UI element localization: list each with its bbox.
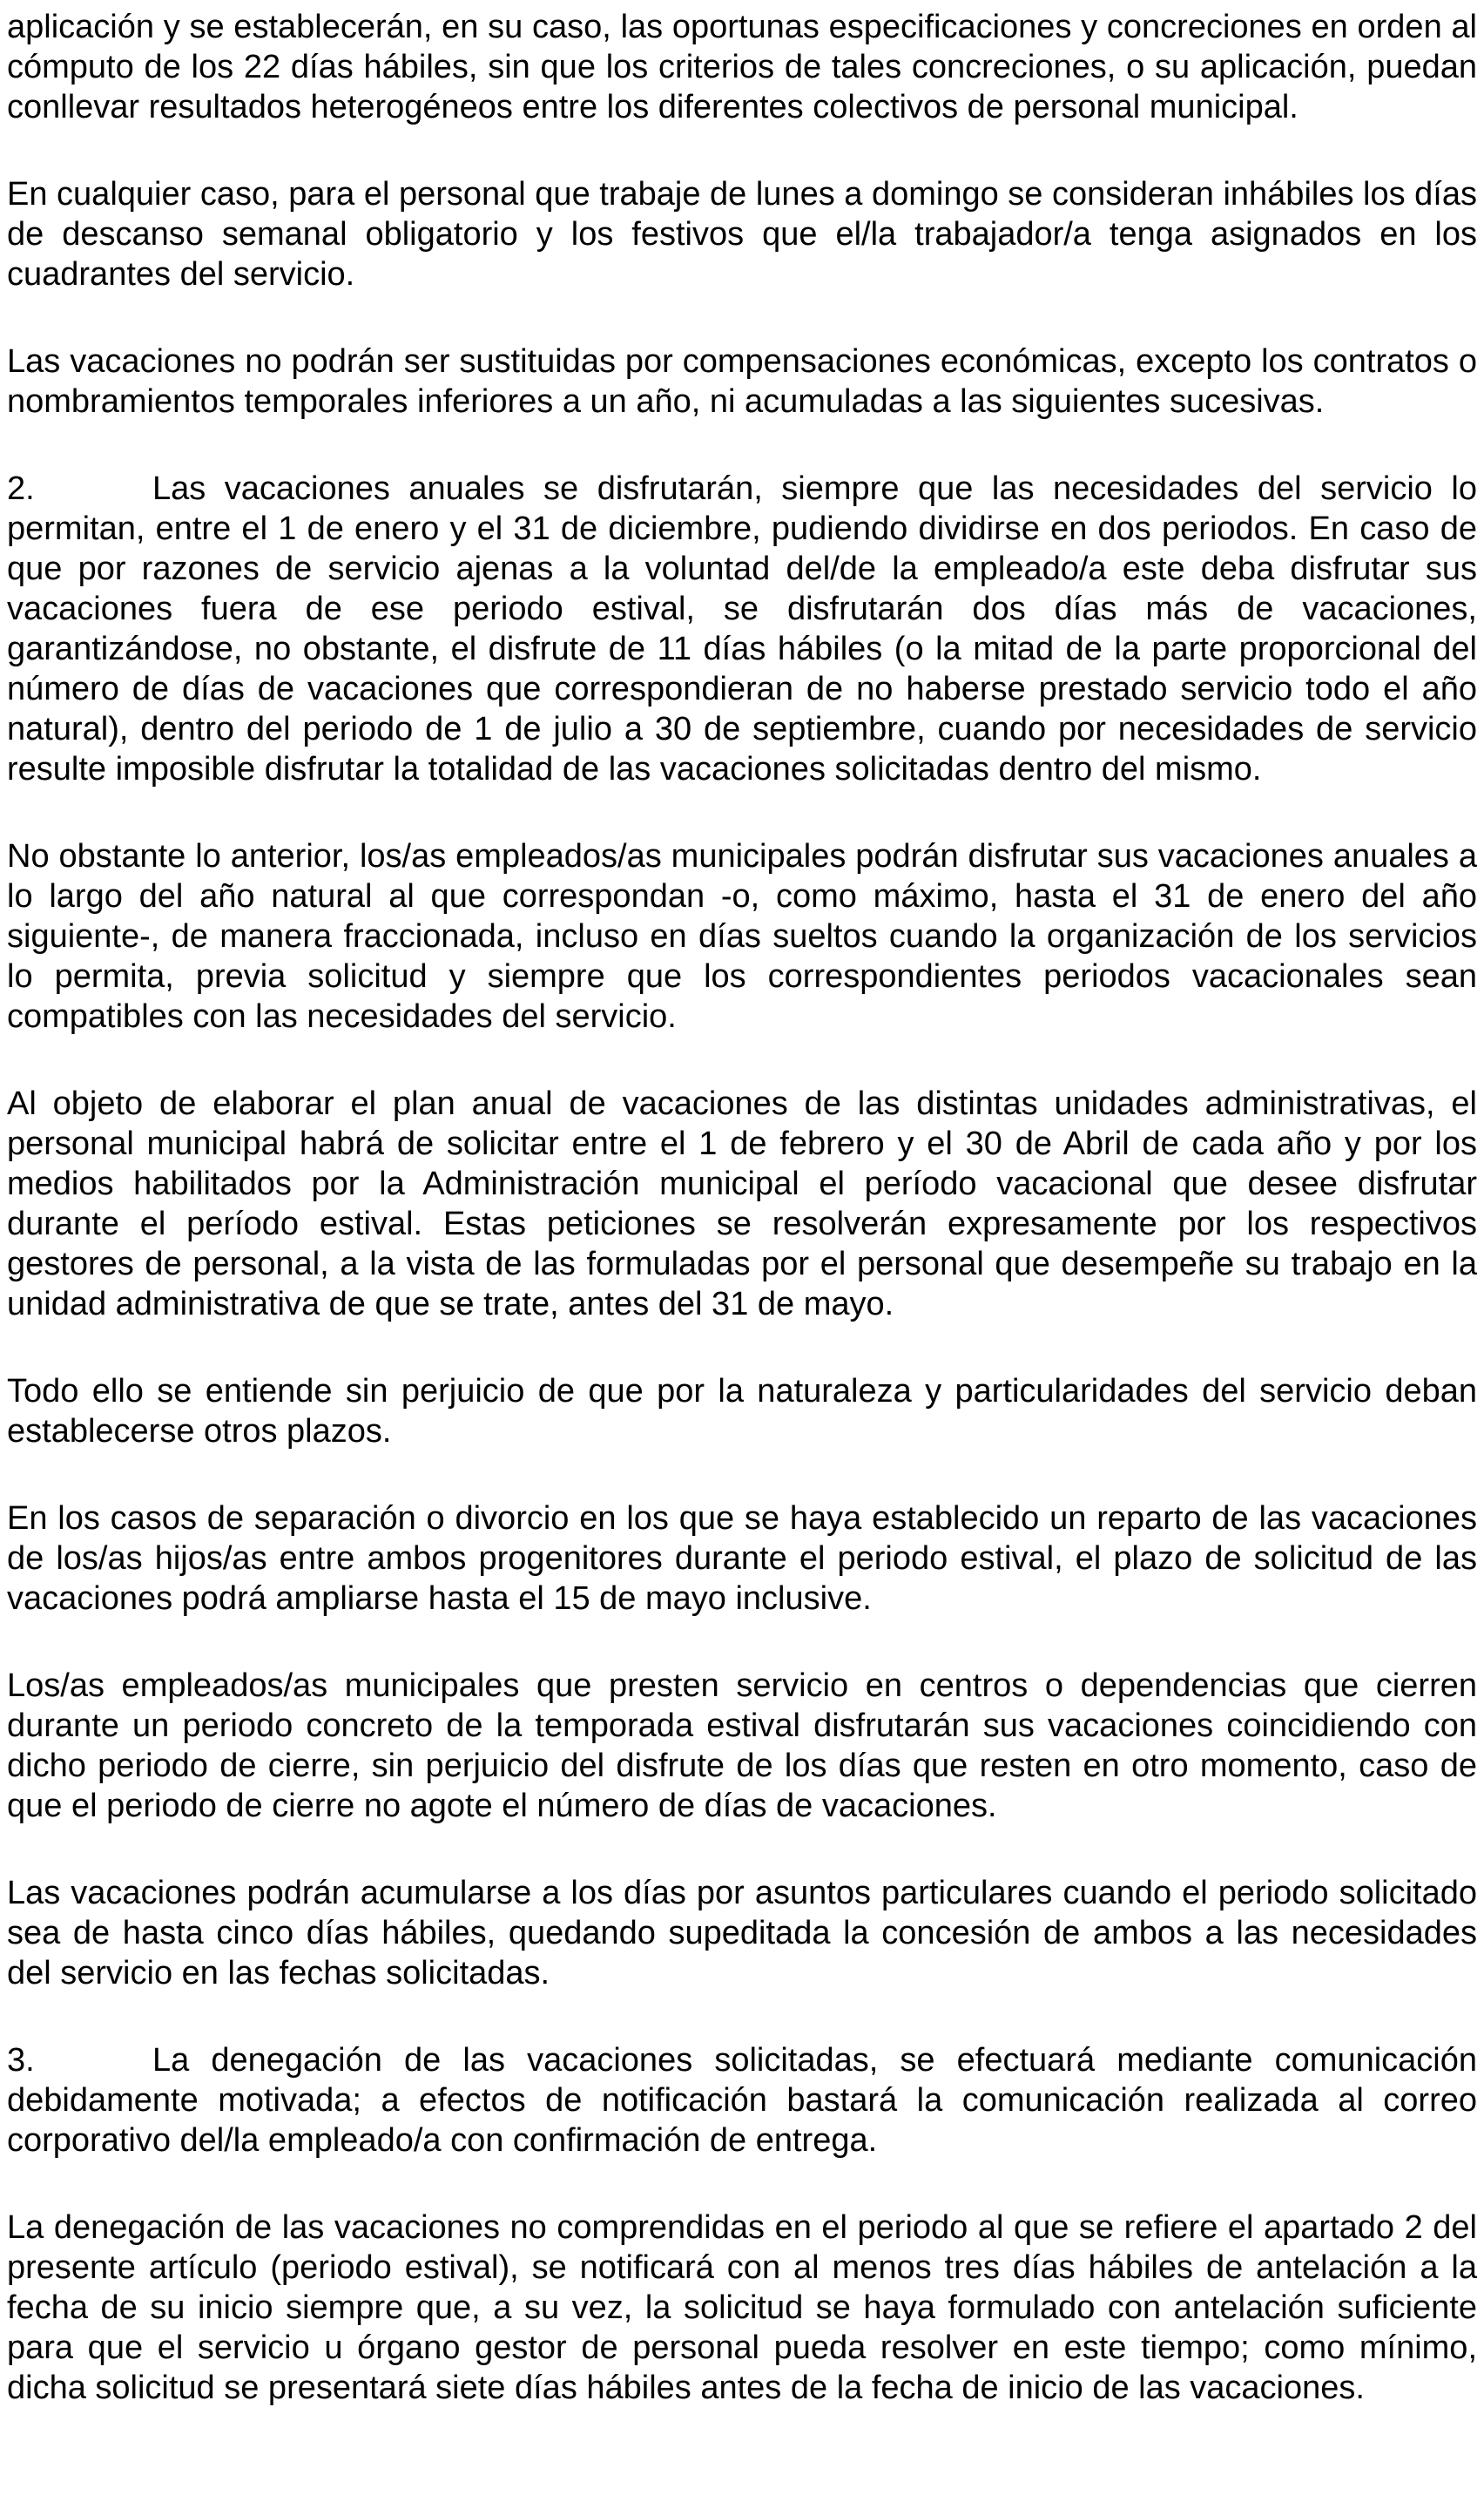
paragraph-text: En los casos de separación o divorcio en los que se haya establecido un reparto de las vacaciones de los/as hijos/as entre ambos progenitores durante el periodo estival, el plazo de solicitud de las vacaciones podrá ampliarse hasta el 15 de mayo inclusive. xyxy=(7,1500,1477,1617)
paragraph-text: Las vacaciones anuales se disfrutarán, siempre que las necesidades del servicio lo permitan, entre el 1 de enero y el 31 de diciembre, pudiendo dividirse en dos periodos. En caso de que por razones de servicio ajenas a la voluntad del/de la empleado/a este deba disfrutar sus vacaciones fuera de ese periodo estival, se disfrutarán dos días más de vacaciones, garantizándose, no obstante, el disfrute de 11 días hábiles (o la mitad de la parte proporcional del número de días de vacaciones que correspondieran de no haberse prestado servicio todo el año natural), dentro del periodo de 1 de julio a 30 de septiembre, cuando por necesidades de servicio resulte imposible disfrutar la totalidad de las vacaciones solicitadas dentro del mismo. xyxy=(7,470,1477,788)
section-number: 3. xyxy=(7,2042,35,2079)
paragraph-text: La denegación de las vacaciones no comprendidas en el periodo al que se refiere el apartado 2 del presente artículo (periodo estival), se notificará con al menos tres días hábiles de antelación a la fecha de su inicio siempre que, a su vez, la solicitud se haya formulado con antelación suficiente para que el servicio u órgano gestor de personal pueda resolver en este tiempo; como mínimo, dicha solicitud se presentará siete días hábiles antes de la fecha de inicio de las vacaciones. xyxy=(7,2209,1477,2406)
paragraph-10 xyxy=(7,1873,1477,1993)
paragraph-text: Todo ello se entiende sin perjuicio de que por la naturaleza y particularidades del servicio deban establecerse otros plazos. xyxy=(7,1373,1477,1450)
paragraph-text: No obstante lo anterior, los/as empleados/as municipales podrán disfrutar sus vacaciones anuales a lo largo del año natural al que correspondan -o, como máximo, hasta el 31 de enero del año siguiente-, de manera fraccionada, incluso en días sueltos cuando la organización de los servicios lo permita, previa solicitud y siempre que los correspondientes periodos vacacionales sean compatibles con las necesidades del servicio. xyxy=(7,838,1477,1035)
paragraph-7 xyxy=(7,1371,1477,1451)
paragraph-2 xyxy=(7,174,1477,294)
paragraph-3 xyxy=(7,341,1477,422)
section-number: 2. xyxy=(7,470,35,507)
paragraph-11-section-3 xyxy=(7,2040,1477,2161)
paragraph-text: Al objeto de elaborar el plan anual de vacaciones de las distintas unidades administrativas, el personal municipal habrá de solicitar entre el 1 de febrero y el 30 de Abril de cada año y por los medios habilitados por la Administración municipal el período vacacional que desee disfrutar durante el período estival. Estas peticiones se resolverán expresamente por los respectivos gestores de personal, a la vista de las formuladas por el personal que desempeñe su trabajo en la unidad administrativa de que se trate, antes del 31 de mayo. xyxy=(7,1085,1477,1322)
paragraph-text: Las vacaciones no podrán ser sustituidas por compensaciones económicas, excepto los contratos o nombramientos temporales inferiores a un año, ni acumuladas a las siguientes sucesivas. xyxy=(7,343,1477,420)
paragraph-text: aplicación y se establecerán, en su caso, las oportunas especificaciones y concreciones en orden al cómputo de los 22 días hábiles, sin que los criterios de tales concreciones, o su aplicación, puedan conllevar resultados heterogéneos entre los diferentes colectivos de personal municipal. xyxy=(7,9,1477,125)
paragraph-text: Los/as empleados/as municipales que presten servicio en centros o dependencias que cierren durante un periodo concreto de la temporada estival disfrutarán sus vacaciones coincidiendo con dicho periodo de cierre, sin perjuicio del disfrute de los días que resten en otro momento, caso de que el periodo de cierre no agote el número de días de vacaciones. xyxy=(7,1667,1477,1824)
paragraph-9 xyxy=(7,1666,1477,1826)
paragraph-text: La denegación de las vacaciones solicitadas, se efectuará mediante comunicación debidamente motivada; a efectos de notificación bastará la comunicación realizada al correo corporativo del/la empleado/a con confirmación de entrega. xyxy=(7,2042,1477,2159)
paragraph-12 xyxy=(7,2208,1477,2408)
paragraph-text: En cualquier caso, para el personal que trabaje de lunes a domingo se consideran inhábiles los días de descanso semanal obligatorio y los festivos que el/la trabajador/a tenga asignados en los cuadrantes del servicio. xyxy=(7,176,1477,293)
paragraph-5 xyxy=(7,836,1477,1037)
paragraph-4-section-2 xyxy=(7,469,1477,789)
paragraph-6 xyxy=(7,1084,1477,1324)
paragraph-8 xyxy=(7,1498,1477,1619)
paragraph-1 xyxy=(7,7,1477,127)
paragraph-text: Las vacaciones podrán acumularse a los días por asuntos particulares cuando el periodo solicitado sea de hasta cinco días hábiles, quedando supeditada la concesión de ambos a las necesidades del servicio en las fechas solicitadas. xyxy=(7,1875,1477,1991)
